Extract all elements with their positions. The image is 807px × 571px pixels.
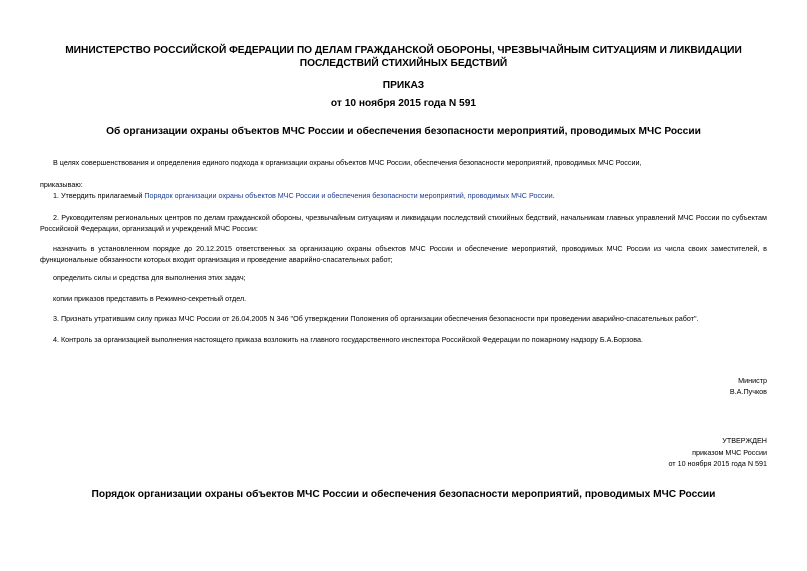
annex-title: Порядок организации охраны объектов МЧС России и обеспечения безопасности мероприятий, проводимых МЧС России (91, 489, 716, 500)
approval-line-2: приказом МЧС России (692, 447, 767, 457)
item-2a-paragraph: назначить в установленном порядке до 20.12.2015 ответственных за организацию охраны объектов МЧС России и обеспечение мероприятий, проводимых МЧС России из числа своих заместителей, в функциональные обязанности которых входит организация и проведение аварийно-спасательных работ; (40, 244, 767, 264)
item-1-prefix: 1. Утвердить прилагаемый (53, 191, 145, 200)
signature-name: В.А.Пучков (729, 387, 767, 396)
item-3-paragraph: 3. Признать утратившим силу приказ МЧС России от 26.04.2005 N 346 "Об утверждении Положения об организации обеспечения безопасности при проведении аварийно-спасательных работ". (53, 314, 699, 323)
signature-position: Министр (738, 376, 767, 385)
approval-line-3: от 10 ноября 2015 года N 591 (668, 459, 767, 468)
item-2-paragraph: 2. Руководителям региональных центров по делам гражданской обороны, чрезвычайным ситуациям и ликвидации последствий стихийных бедствий, начальникам главных управлений МЧС России по субъектам Российской Федерации, организаций и учреждений МЧС России: (40, 213, 767, 233)
order-title: Об организации охраны объектов МЧС России и обеспечения безопасности мероприятий, проводимых МЧС России (106, 126, 701, 137)
signature-block (467, 375, 767, 397)
approval-block (467, 435, 767, 470)
item-4-paragraph: 4. Контроль за организацией выполнения настоящего приказа возложить на главного государственного инспектора Российской Федерации по пожарному надзору Б.А.Борзова. (53, 335, 643, 344)
preamble-paragraph: В целях совершенствования и определения единого подхода к организации охраны объектов МЧС России, обеспечения безопасности мероприятий, проводимых МЧС России, (53, 158, 642, 167)
item-1-paragraph (40, 190, 767, 201)
approval-line-1: УТВЕРЖДЕН (722, 436, 767, 445)
item-1-suffix: . (552, 191, 555, 200)
item-2b-paragraph: определить силы и средства для выполнения этих задач; (53, 273, 246, 282)
order-heading: ПРИКАЗ (382, 80, 425, 91)
order-date: от 10 ноября 2015 года N 591 (330, 98, 477, 109)
item-2c-paragraph: копии приказов представить в Режимно-секретный отдел. (53, 294, 247, 303)
procedure-link[interactable]: Порядок организации охраны объектов МЧС России и обеспечения безопасности мероприятий, проводимых МЧС России (144, 191, 553, 200)
ministry-heading: МИНИСТЕРСТВО РОССИЙСКОЙ ФЕДЕРАЦИИ ПО ДЕЛАМ ГРАЖДАНСКОЙ ОБОРОНЫ, ЧРЕЗВЫЧАЙНЫМ СИТУАЦИЯМ И ЛИКВИДАЦИИ ПОСЛЕДСТВИЙ СТИХИЙНЫХ БЕДСТВИЙ (65, 45, 742, 69)
orders-paragraph: приказываю: (40, 180, 83, 189)
